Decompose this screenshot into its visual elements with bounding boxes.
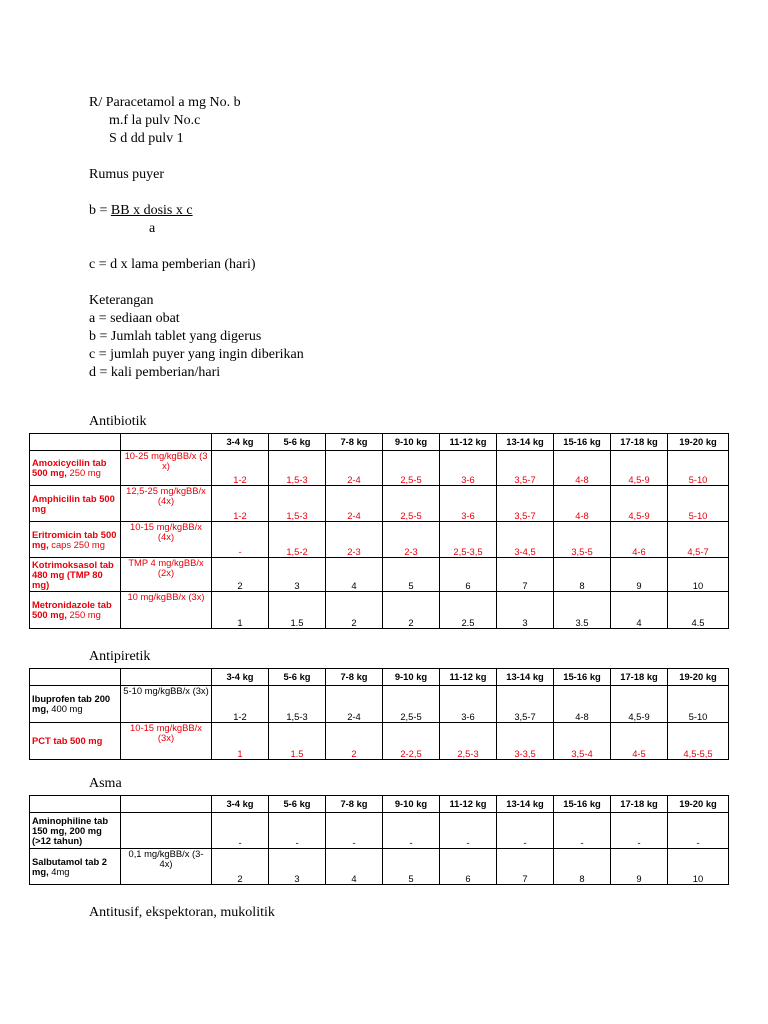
dose-cell: 10-15 mg/kgBB/x (3x): [121, 723, 212, 760]
drug-name: Salbutamol tab 2 mg,: [32, 855, 108, 877]
value-cell: 4,5-9: [611, 451, 668, 486]
legend-item-a: a = sediaan obat: [89, 311, 180, 326]
value-cell: 3: [269, 558, 326, 592]
drug-name: Aminophiline tab 150 mg, 200 mg (>12 tahun): [32, 814, 109, 846]
drug-name-cell: [30, 723, 121, 760]
value-cell: 3,5-5: [554, 522, 611, 558]
value-cell: 7: [497, 849, 554, 885]
value-cell: 5-10: [668, 451, 729, 486]
dose-cell: 0,1 mg/kgBB/x (3-4x): [121, 849, 212, 885]
header-cell-drug: [30, 796, 121, 813]
header-cell-weight: 11-12 kg: [440, 669, 497, 686]
legend-item-b: b = Jumlah tablet yang digerus: [89, 329, 262, 344]
value-cell: 10: [668, 849, 729, 885]
value-cell: -: [212, 522, 269, 558]
value-cell: 2: [212, 849, 269, 885]
value-cell: 3: [497, 592, 554, 629]
header-cell-weight: 17-18 kg: [611, 796, 668, 813]
value-cell: 5-10: [668, 486, 729, 522]
value-cell: 2-4: [326, 486, 383, 522]
drug-name: Eritromicin tab 500 mg,: [32, 528, 117, 550]
header-cell-weight: 9-10 kg: [383, 669, 440, 686]
dose-cell: 10-15 mg/kgBB/x (4x): [121, 522, 212, 558]
drug-name-cell: [30, 486, 121, 522]
value-cell: 3,5-7: [497, 451, 554, 486]
value-cell: -: [668, 813, 729, 849]
header-row: [30, 796, 729, 813]
dose-cell: 10 mg/kgBB/x (3x): [121, 592, 212, 629]
antipiretik-table: [29, 668, 729, 760]
header-cell-weight: 7-8 kg: [326, 796, 383, 813]
header-cell-dose: [121, 796, 212, 813]
drug-name-cell: [30, 813, 121, 849]
formula-b-denominator: a: [149, 221, 156, 236]
value-cell: 4,5-7: [668, 522, 729, 558]
value-cell: 10: [668, 558, 729, 592]
value-cell: 1,5-3: [269, 486, 326, 522]
header-cell-weight: 11-12 kg: [440, 796, 497, 813]
drug-name-extra: caps 250 mg: [48, 538, 105, 550]
formula-c: c = d x lama pemberian (hari): [89, 257, 256, 272]
header-cell-weight: 13-14 kg: [497, 669, 554, 686]
dose-cell: 5-10 mg/kgBB/x (3x): [121, 686, 212, 723]
value-cell: 3-4,5: [497, 522, 554, 558]
value-cell: 1,5-3: [269, 686, 326, 723]
section-title-antibiotik: Antibiotik: [89, 414, 147, 429]
header-cell-weight: 15-16 kg: [554, 434, 611, 451]
value-cell: -: [497, 813, 554, 849]
value-cell: 4,5-5,5: [668, 723, 729, 760]
value-cell: 1-2: [212, 486, 269, 522]
header-cell-weight: 5-6 kg: [269, 796, 326, 813]
header-cell-weight: 15-16 kg: [554, 669, 611, 686]
value-cell: 1.5: [269, 723, 326, 760]
drug-name-extra: 400 mg: [48, 703, 83, 714]
value-cell: 8: [554, 558, 611, 592]
value-cell: 2,5-5: [383, 486, 440, 522]
value-cell: 1,5-3: [269, 451, 326, 486]
legend-item-c: c = jumlah puyer yang ingin diberikan: [89, 347, 304, 362]
header-row: [30, 434, 729, 451]
header-cell-weight: 7-8 kg: [326, 669, 383, 686]
value-cell: 4: [611, 592, 668, 629]
value-cell: 4,5-9: [611, 486, 668, 522]
drug-name: Amoxicycilin tab 500 mg,: [32, 457, 107, 478]
table-row: [30, 451, 729, 486]
table-row: [30, 723, 729, 760]
drug-name-cell: [30, 558, 121, 592]
value-cell: 6: [440, 558, 497, 592]
table-row: [30, 486, 729, 522]
prescription-line-1: R/ Paracetamol a mg No. b: [89, 95, 241, 110]
section-title-antipiretik: Antipiretik: [89, 649, 151, 664]
value-cell: 1: [212, 592, 269, 629]
value-cell: -: [440, 813, 497, 849]
value-cell: 2-4: [326, 451, 383, 486]
value-cell: 5: [383, 849, 440, 885]
drug-name-cell: [30, 522, 121, 558]
value-cell: 2: [383, 592, 440, 629]
value-cell: -: [554, 813, 611, 849]
header-cell-weight: 9-10 kg: [383, 796, 440, 813]
value-cell: 4-8: [554, 686, 611, 723]
value-cell: 2-4: [326, 686, 383, 723]
drug-name-extra: 250 mg: [66, 467, 101, 478]
header-cell-weight: 19-20 kg: [668, 434, 729, 451]
value-cell: 2: [212, 558, 269, 592]
value-cell: 1,5-2: [269, 522, 326, 558]
drug-name-cell: [30, 686, 121, 723]
formula-b: b = BB x dosis x c: [89, 203, 193, 218]
value-cell: 4.5: [668, 592, 729, 629]
header-cell-weight: 3-4 kg: [212, 434, 269, 451]
value-cell: 3: [269, 849, 326, 885]
value-cell: 4: [326, 558, 383, 592]
header-cell-drug: [30, 669, 121, 686]
section-title-antitusif: Antitusif, ekspektoran, mukolitik: [89, 905, 275, 920]
header-cell-drug: [30, 434, 121, 451]
section-title-asma: Asma: [89, 776, 122, 791]
value-cell: 2: [326, 592, 383, 629]
value-cell: 1-2: [212, 686, 269, 723]
prescription-line-2: m.f la pulv No.c: [109, 113, 201, 128]
value-cell: 4-8: [554, 486, 611, 522]
value-cell: 5: [383, 558, 440, 592]
value-cell: 2,5-5: [383, 686, 440, 723]
value-cell: 2,5-3: [440, 723, 497, 760]
value-cell: 4-6: [611, 522, 668, 558]
drug-name: Amphicilin tab 500 mg: [32, 492, 115, 514]
value-cell: 2,5-3,5: [440, 522, 497, 558]
table-row: [30, 558, 729, 592]
prescription-block: [89, 94, 304, 382]
header-cell-weight: 3-4 kg: [212, 669, 269, 686]
value-cell: 6: [440, 849, 497, 885]
value-cell: -: [212, 813, 269, 849]
value-cell: 5-10: [668, 686, 729, 723]
header-cell-weight: 19-20 kg: [668, 669, 729, 686]
header-cell-weight: 11-12 kg: [440, 434, 497, 451]
header-cell-dose: [121, 669, 212, 686]
value-cell: 3,5-7: [497, 486, 554, 522]
value-cell: 1: [212, 723, 269, 760]
header-cell-weight: 3-4 kg: [212, 796, 269, 813]
drug-name-cell: [30, 849, 121, 885]
header-cell-dose: [121, 434, 212, 451]
header-cell-weight: 9-10 kg: [383, 434, 440, 451]
drug-name-extra: 4mg: [48, 865, 70, 877]
table-row: [30, 813, 729, 849]
value-cell: -: [269, 813, 326, 849]
formula-title: Rumus puyer: [89, 167, 165, 182]
value-cell: 1.5: [269, 592, 326, 629]
value-cell: 3-6: [440, 686, 497, 723]
drug-name: Kotrimoksasol tab 480 mg (TMP 80 mg): [32, 558, 114, 590]
header-row: [30, 669, 729, 686]
dose-cell: 12,5-25 mg/kgBB/x (4x): [121, 486, 212, 522]
value-cell: 4-5: [611, 723, 668, 760]
header-cell-weight: 13-14 kg: [497, 434, 554, 451]
value-cell: 2,5-5: [383, 451, 440, 486]
header-cell-weight: 5-6 kg: [269, 434, 326, 451]
value-cell: -: [326, 813, 383, 849]
value-cell: 3-3,5: [497, 723, 554, 760]
drug-name: Ibuprofen tab 200 mg,: [32, 693, 111, 714]
table-row: [30, 849, 729, 885]
value-cell: 4,5-9: [611, 686, 668, 723]
value-cell: 2.5: [440, 592, 497, 629]
header-cell-weight: 7-8 kg: [326, 434, 383, 451]
header-cell-weight: 5-6 kg: [269, 669, 326, 686]
value-cell: 2: [326, 723, 383, 760]
value-cell: 2-2,5: [383, 723, 440, 760]
value-cell: 3,5-4: [554, 723, 611, 760]
value-cell: 1-2: [212, 451, 269, 486]
prescription-line-3: S d dd pulv 1: [109, 131, 184, 146]
header-cell-weight: 15-16 kg: [554, 796, 611, 813]
legend-title: Keterangan: [89, 293, 154, 308]
value-cell: 4: [326, 849, 383, 885]
table-row: [30, 522, 729, 558]
drug-name-extra: 250 mg: [66, 609, 101, 620]
value-cell: 3,5-7: [497, 686, 554, 723]
value-cell: 3.5: [554, 592, 611, 629]
dose-cell: [121, 813, 212, 849]
table-row: [30, 592, 729, 629]
value-cell: -: [611, 813, 668, 849]
header-cell-weight: 17-18 kg: [611, 669, 668, 686]
dose-cell: 10-25 mg/kgBB/x (3 x): [121, 451, 212, 486]
value-cell: 9: [611, 558, 668, 592]
value-cell: -: [383, 813, 440, 849]
table-row: [30, 686, 729, 723]
value-cell: 2-3: [326, 522, 383, 558]
drug-name: PCT tab 500 mg: [32, 735, 103, 746]
formula-b-numerator: BB x dosis x c: [110, 203, 193, 218]
value-cell: 2-3: [383, 522, 440, 558]
dose-cell: TMP 4 mg/kgBB/x (2x): [121, 558, 212, 592]
value-cell: 4-8: [554, 451, 611, 486]
drug-name-cell: [30, 451, 121, 486]
legend-item-d: d = kali pemberian/hari: [89, 365, 221, 380]
value-cell: 8: [554, 849, 611, 885]
header-cell-weight: 13-14 kg: [497, 796, 554, 813]
header-cell-weight: 19-20 kg: [668, 796, 729, 813]
value-cell: 3-6: [440, 486, 497, 522]
value-cell: 9: [611, 849, 668, 885]
drug-name-cell: [30, 592, 121, 629]
header-cell-weight: 17-18 kg: [611, 434, 668, 451]
value-cell: 7: [497, 558, 554, 592]
drug-name: Metronidazole tab 500 mg,: [32, 599, 112, 620]
asma-table: [29, 795, 729, 885]
value-cell: 3-6: [440, 451, 497, 486]
antibiotik-table: [29, 433, 729, 629]
